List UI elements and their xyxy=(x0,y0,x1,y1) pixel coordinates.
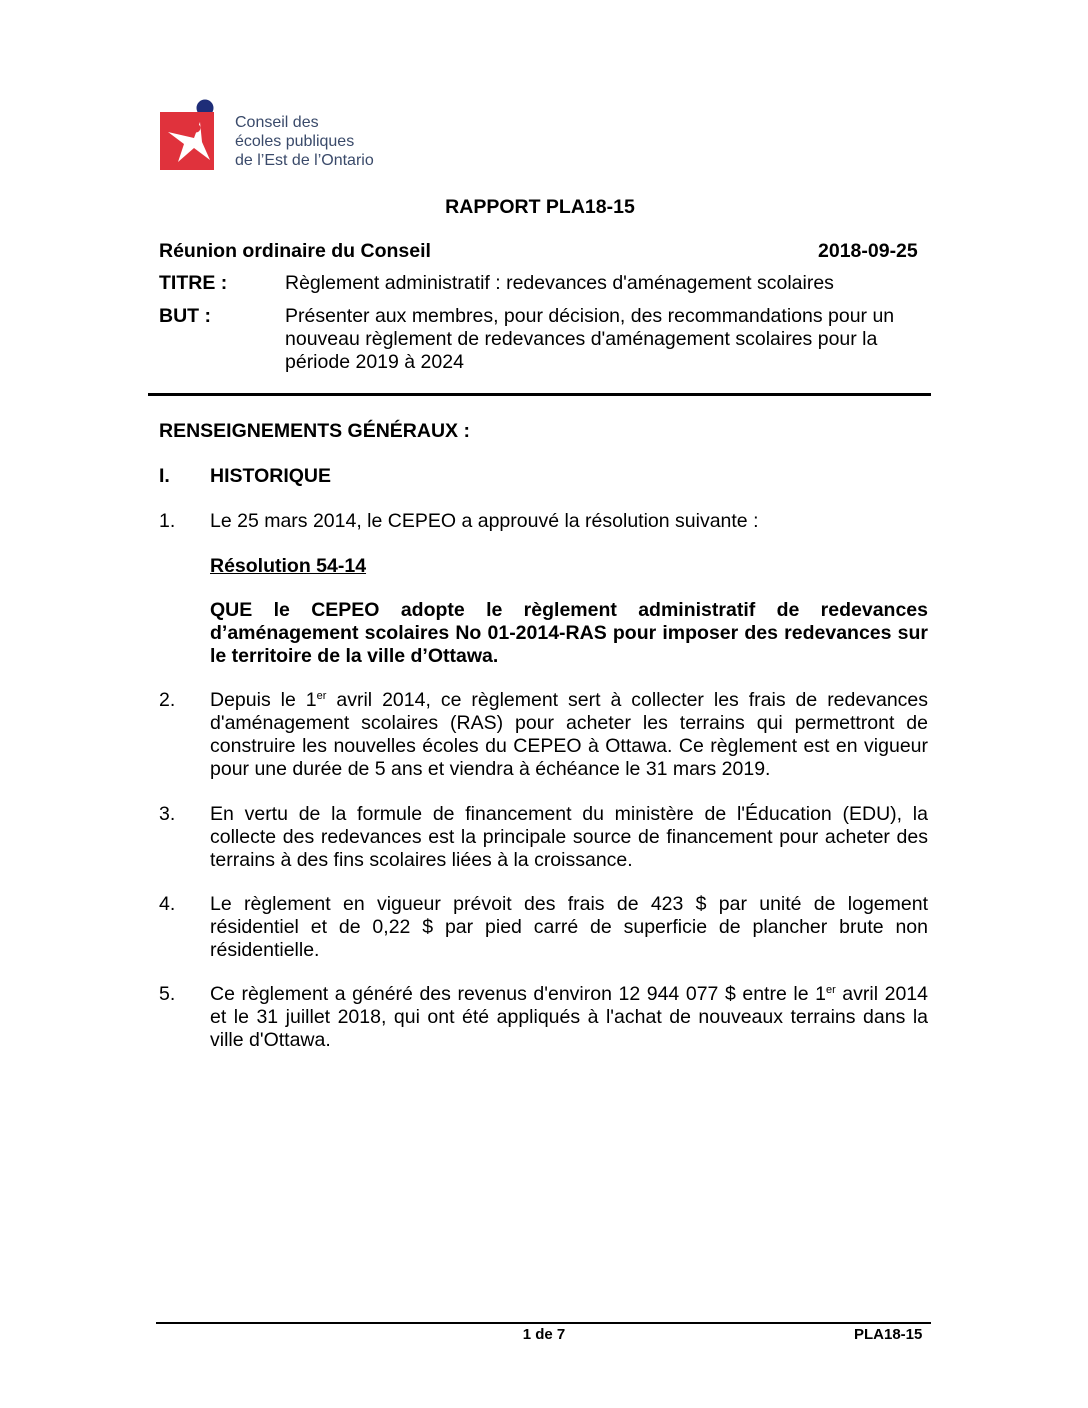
but-label: BUT : xyxy=(159,305,211,327)
item-number: 1. xyxy=(159,510,176,532)
titre-text: Règlement administratif : redevances d'aménagement scolaires xyxy=(285,272,834,294)
section-heading: RENSEIGNEMENTS GÉNÉRAUX : xyxy=(159,420,470,442)
report-title: RAPPORT PLA18-15 xyxy=(445,196,635,218)
item-text: Ce règlement a généré des revenus d'environ 12 944 077 $ entre le 1er avril 2014 et le 31 juillet 2018, qui ont été appliqués à l'achat de nouveaux terrains dans la ville d'Ottawa. xyxy=(210,983,928,1051)
meeting-date: 2018-09-25 xyxy=(818,240,918,262)
item-number: 4. xyxy=(159,893,176,915)
item-text: Depuis le 1er avril 2014, ce règlement sert à collecter les frais de redevances d'aménagement scolaires (RAS) pour acheter les terrains qui permettront de construire les nouvelles écoles du CEPEO à Ottawa. Ce règlement est en vigueur pour une durée de 5 ans et viendra à échéance le 31 mars 2019. xyxy=(210,689,929,780)
titre-label: TITRE : xyxy=(159,272,228,294)
subsection-number: I. xyxy=(159,465,170,487)
footer-divider xyxy=(156,1322,931,1324)
logo-org-line2: écoles publiques xyxy=(235,133,355,150)
meeting-label: Réunion ordinaire du Conseil xyxy=(159,240,431,262)
logo-org-line1: Conseil des xyxy=(235,114,319,131)
logo xyxy=(156,98,386,176)
item-text: Le règlement en vigueur prévoit des frais de 423 $ par unité de logement résidentiel et de 0,22 $ par pied carré de superficie de plancher brute non résidentielle. xyxy=(210,893,928,961)
item-text: En vertu de la formule de financement du ministère de l'Éducation (EDU), la collecte des redevances est la principale source de financement pour acheter des terrains à des fins scolaires liées à la croissance. xyxy=(210,803,928,871)
logo-org-line3: de l’Est de l’Ontario xyxy=(235,152,374,169)
footer-report-code: PLA18-15 xyxy=(854,1326,923,1343)
item-number: 2. xyxy=(159,689,176,711)
cepeo-logo-icon xyxy=(156,98,222,174)
header-divider xyxy=(148,393,931,396)
but-text: Présenter aux membres, pour décision, des recommandations pour un nouveau règlement de redevances d'aménagement scolaires pour la période 2019 à 2024 xyxy=(285,305,895,373)
item-number: 5. xyxy=(159,983,176,1005)
resolution-text: QUE le CEPEO adopte le règlement administratif de redevances d’aménagement scolaires No 01-2014-RAS pour imposer des redevances sur le territoire de la ville d’Ottawa. xyxy=(210,599,928,667)
resolution-title: Résolution 54-14 xyxy=(210,555,367,577)
item-text: Le 25 mars 2014, le CEPEO a approuvé la résolution suivante : xyxy=(210,510,759,532)
footer-page-number: 1 de 7 xyxy=(522,1326,566,1343)
item-number: 3. xyxy=(159,803,176,825)
subsection-title: HISTORIQUE xyxy=(210,465,331,487)
